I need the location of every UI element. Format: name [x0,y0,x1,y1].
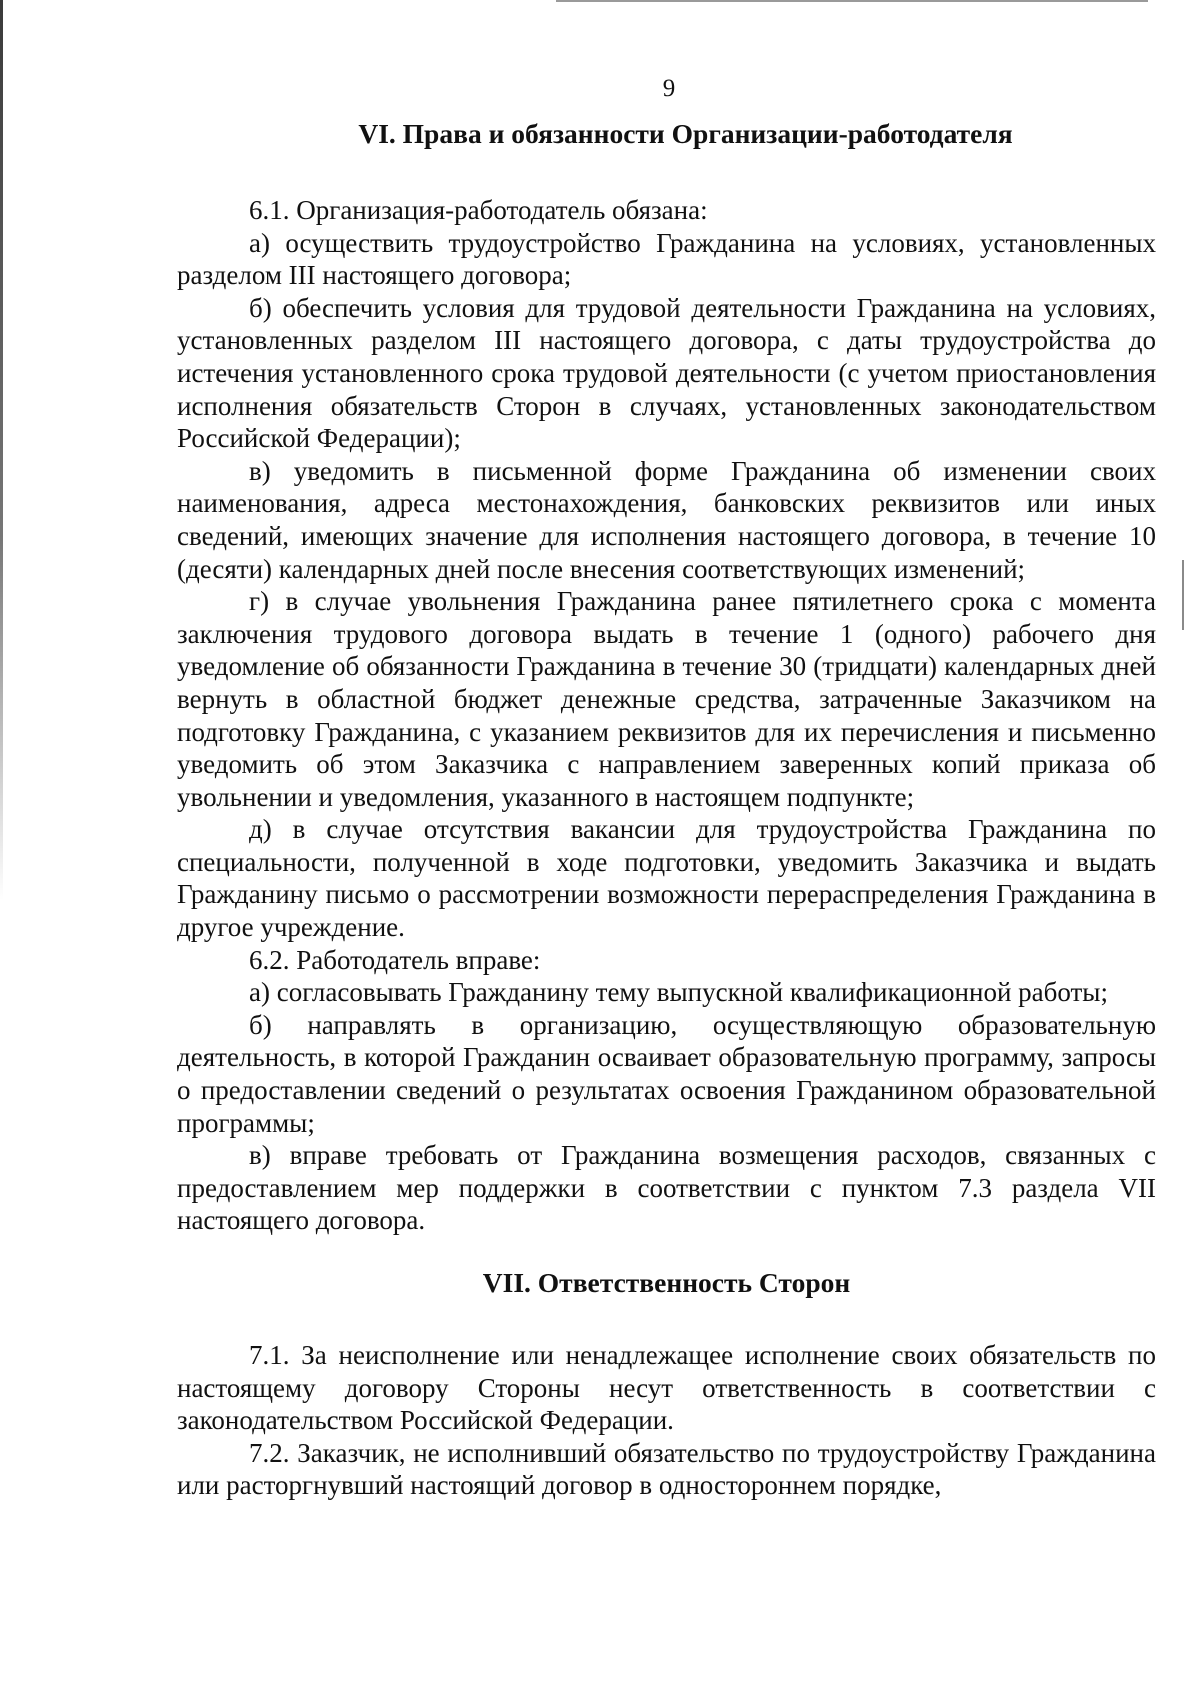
clause-6-1-a: а) осуществить трудоустройство Гражданина на условиях, установленных разделом III настоящего договора; [177,227,1156,291]
clause-6-1-b: б) обеспечить условия для трудовой деятельности Гражданина на условиях, установленных разделом III настоящего договора, с даты трудоустройства до истечения установленного срока трудовой деятельности (с учетом приостановления исполнения обязательств Сторон в случаях, установленных законодательством Российской Федерации); [177,292,1156,454]
clause-7-1: 7.1. За неисполнение или ненадлежащее исполнение своих обязательств по настоящему договору Стороны несут ответственность в соответствии с законодательством Российской Федерации. [177,1340,1156,1436]
scan-right-mark [1182,560,1184,630]
clause-6-2: 6.2. Работодатель вправе: [249,944,541,975]
section-7-body [177,1339,1156,1502]
scan-top-rule [556,0,1148,2]
section-6-body [177,194,1156,1237]
scan-left-edge [0,0,3,900]
clause-6-2-v: в) вправе требовать от Гражданина возмещения расходов, связанных с предоставлением мер поддержки в соответствии с пунктом 7.3 раздела VII настоящего договора. [177,1140,1156,1236]
document-body [177,118,1156,1502]
clause-6-1: 6.1. Организация-работодатель обязана: [249,195,708,225]
clause-6-2-b: б) направлять в организацию, осуществляющую образовательную деятельность, в которой Гражданин осваивает образовательную программу, запросы о предоставлении сведений о результатах освоения Гражданином образовательной программы; [177,1009,1156,1138]
clause-6-1-v: в) уведомить в письменной форме Гражданина об изменении своих наименования, адреса местонахождения, банковских реквизитов или иных сведений, имеющих значение для исполнения настоящего договора, в течение 10 (десяти) календарных дней после внесения соответствующих изменений; [177,455,1156,584]
section-6-heading: VI. Права и обязанности Организации-работодателя [358,118,1013,149]
clause-6-1-d: д) в случае отсутствия вакансии для трудоустройства Гражданина по специальности, полученной в ходе подготовки, уведомить Заказчика и выдать Гражданину письмо о рассмотрении возможности перераспределения Гражданина в другое учреждение. [177,814,1156,943]
clause-6-2-a: а) согласовывать Гражданину тему выпускной квалификационной работы; [249,977,1108,1008]
section-7-heading: VII. Ответственность Сторон [482,1267,851,1298]
clause-6-1-g: г) в случае увольнения Гражданина ранее пятилетнего срока с момента заключения трудового договора выдать в течение 1 (одного) рабочего дня уведомление об обязанности Гражданина в течение 30 (тридцати) календарных дней вернуть в областной бюджет денежные средства, затраченные Заказчиком на подготовку Гражданина, с указанием реквизитов для их перечисления и письменно уведомить об этом Заказчика с направлением заверенных копий приказа об увольнении и уведомления, указанного в настоящем подпункте; [177,586,1156,812]
clause-7-2: 7.2. Заказчик, не исполнивший обязательство по трудоустройству Гражданина или расторгнувший настоящий договор в одностороннем порядке, [177,1437,1156,1501]
page-number: 9 [662,75,676,102]
